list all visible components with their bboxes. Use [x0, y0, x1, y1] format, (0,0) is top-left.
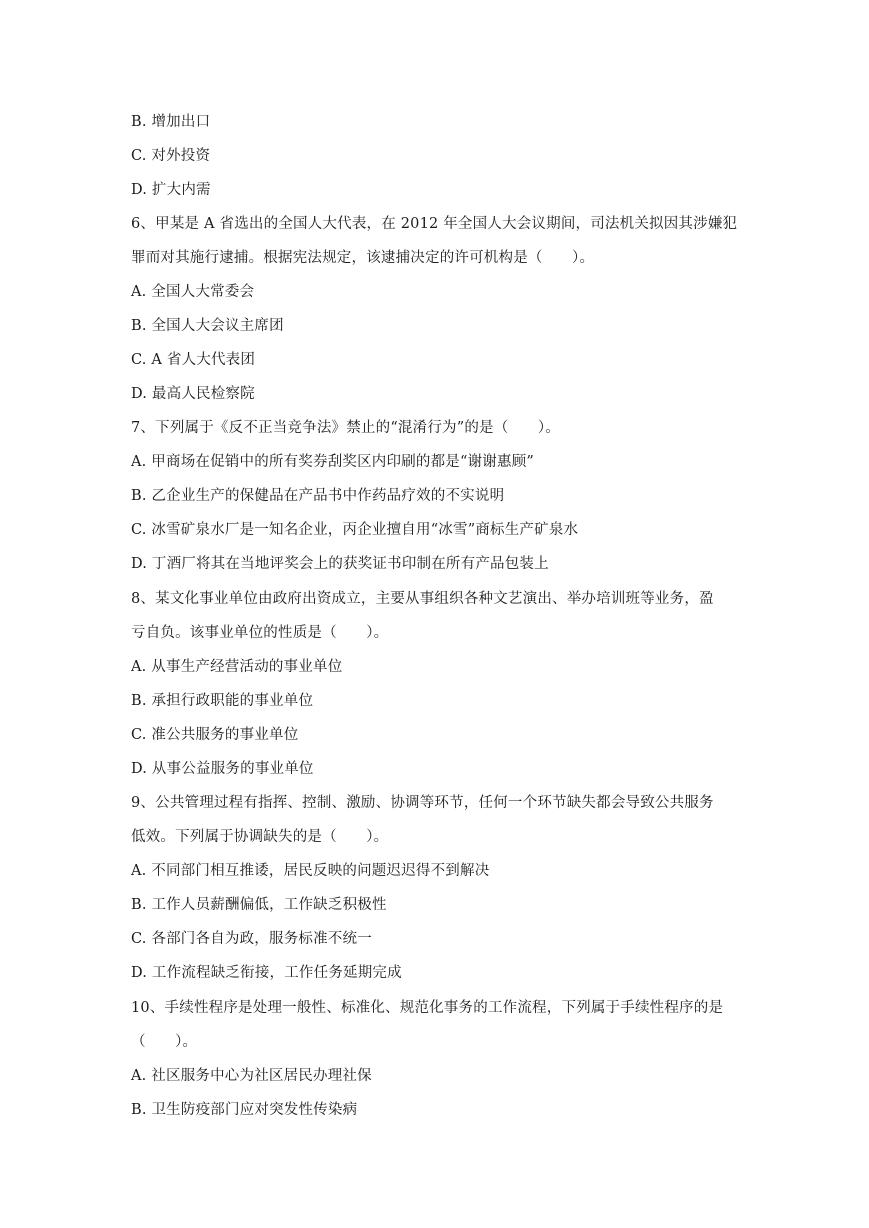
question-9-line-2: 低效。下列属于协调缺失的是（ ）。 — [131, 829, 389, 845]
question-8-line-2: 亏自负。该事业单位的性质是（ ）。 — [131, 625, 389, 641]
option-9d: D. 工作流程缺乏衔接，工作任务延期完成 — [131, 965, 402, 981]
option-8a: A. 从事生产经营活动的事业单位 — [131, 659, 343, 675]
option-6c: C. A 省人大代表团 — [131, 352, 256, 368]
question-7: 7、下列属于《反不正当竞争法》禁止的“混淆行为”的是（ ）。 — [131, 420, 560, 436]
option-8d: D. 从事公益服务的事业单位 — [131, 761, 314, 777]
option-9a: A. 不同部门相互推诿，居民反映的问题迟迟得不到解决 — [131, 863, 490, 879]
option-6b: B. 全国人大会议主席团 — [131, 318, 284, 334]
option-7a: A. 甲商场在促销中的所有奖券刮奖区内印刷的都是“谢谢惠顾” — [131, 454, 535, 470]
option-7b: B. 乙企业生产的保健品在产品书中作药品疗效的不实说明 — [131, 488, 505, 504]
option-6d: D. 最高人民检察院 — [131, 386, 255, 402]
question-10-line-1: 10、手续性程序是处理一般性、标准化、规范化事务的工作流程，下列属于手续性程序的是 — [131, 1000, 724, 1016]
option-6a: A. 全国人大常委会 — [131, 284, 255, 300]
option-10a: A. 社区服务中心为社区居民办理社保 — [131, 1068, 372, 1084]
question-9-line-1: 9、公共管理过程有指挥、控制、激励、协调等环节，任何一个环节缺失都会导致公共服务 — [131, 795, 714, 811]
option-7c: C. 冰雪矿泉水厂是一知名企业，丙企业擅自用“冰雪”商标生产矿泉水 — [131, 522, 579, 538]
option-8c: C. 准公共服务的事业单位 — [131, 727, 299, 743]
option-7d: D. 丁酒厂将其在当地评奖会上的获奖证书印制在所有产品包装上 — [131, 556, 549, 572]
option-5d: D. 扩大内需 — [131, 182, 211, 198]
option-9c: C. 各部门各自为政，服务标准不统一 — [131, 931, 372, 947]
question-6-line-1: 6、甲某是 A 省选出的全国人大代表，在 2012 年全国人大会议期间，司法机关拟因其涉嫌犯 — [131, 216, 738, 232]
option-8b: B. 承担行政职能的事业单位 — [131, 693, 314, 709]
question-10-line-2: （ ）。 — [131, 1034, 198, 1050]
option-5c: C. 对外投资 — [131, 148, 211, 164]
option-9b: B. 工作人员薪酬偏低，工作缺乏积极性 — [131, 897, 387, 913]
option-10b: B. 卫生防疫部门应对突发性传染病 — [131, 1102, 358, 1118]
question-8-line-1: 8、某文化事业单位由政府出资成立，主要从事组织各种文艺演出、举办培训班等业务，盈 — [131, 591, 714, 607]
question-6-line-2: 罪而对其施行逮捕。根据宪法规定，该逮捕决定的许可机构是（ ）。 — [131, 250, 595, 266]
option-5b: B. 增加出口 — [131, 114, 211, 130]
